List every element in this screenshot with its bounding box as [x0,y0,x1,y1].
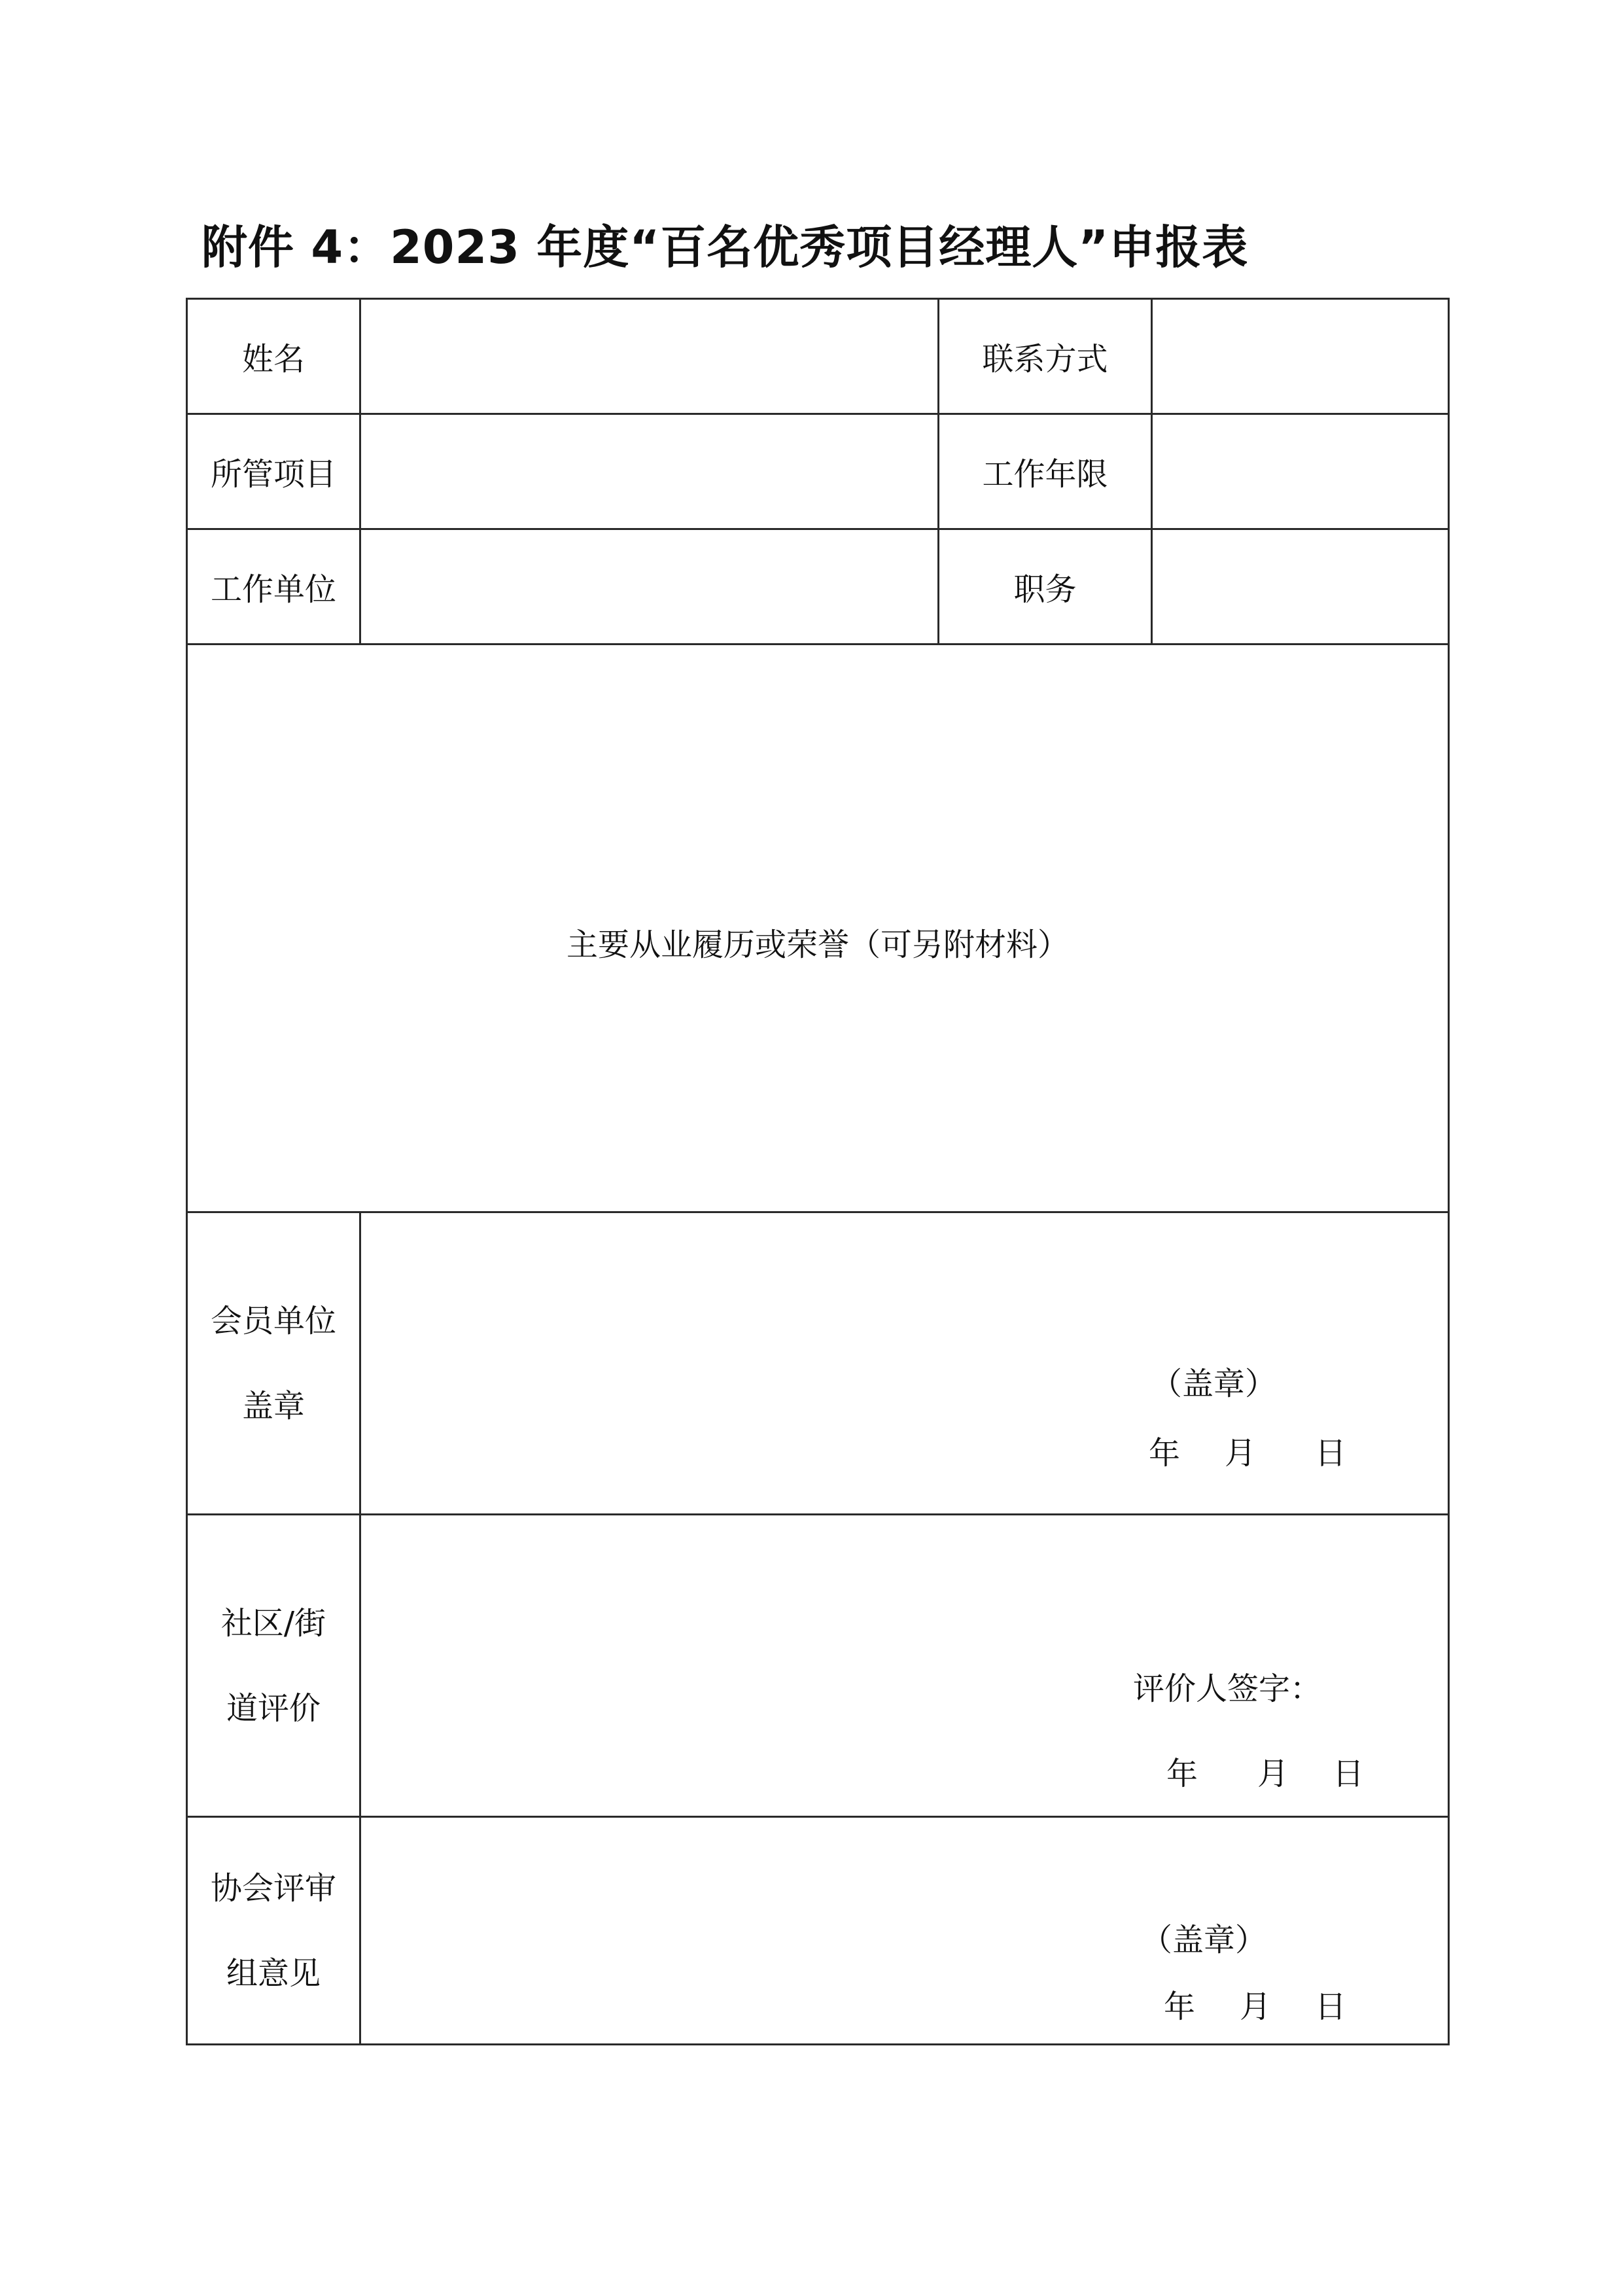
community-signer-label: 评价人签字： [1133,1670,1322,1707]
member-unit-year: 年 [1149,1435,1181,1472]
member-unit-field[interactable] [360,1212,1449,1515]
resume-field[interactable] [187,645,1449,1212]
name-label: 姓名 [187,299,360,414]
years-field[interactable] [1152,414,1449,529]
position-field[interactable] [1152,529,1449,645]
community-label-line2: 道评价 [226,1689,321,1727]
row-project-years [187,414,1449,529]
row-community [187,1515,1449,1817]
row-association [187,1817,1449,2045]
name-field[interactable] [360,299,939,414]
association-label-line2: 组意见 [226,1954,321,1992]
community-label-line1: 社区/街 [220,1604,326,1642]
association-field[interactable] [360,1817,1449,2045]
community-day: 日 [1333,1756,1365,1792]
community-month: 月 [1257,1756,1289,1792]
member-unit-month: 月 [1225,1435,1257,1472]
position-label: 职务 [939,529,1152,645]
row-name-contact [187,299,1449,414]
resume-heading: 主要从业履历或荣誉（可另附材料） [566,927,1069,963]
association-seal: （盖章） [1141,1922,1267,1958]
association-year: 年 [1164,1988,1196,2025]
project-field[interactable] [360,414,939,529]
row-member-unit [187,1212,1449,1515]
page-title: 附件 4：2023 年度“百名优秀项目经理人”申报表 [201,221,1249,274]
contact-label: 联系方式 [939,299,1152,414]
project-label: 所管项目 [187,414,360,529]
member-unit-seal: （盖章） [1151,1366,1277,1402]
association-label-line1: 协会评审 [210,1869,336,1907]
years-label: 工作年限 [939,414,1152,529]
member-unit-label-line1: 会员单位 [210,1302,336,1339]
member-unit-day: 日 [1315,1435,1347,1472]
employer-field[interactable] [360,529,939,645]
contact-field[interactable] [1152,299,1449,414]
association-month: 月 [1240,1988,1272,2025]
association-label [187,1817,360,2045]
community-field[interactable] [360,1515,1449,1817]
member-unit-label [187,1212,360,1515]
application-form-table [186,298,1450,2045]
community-label [187,1515,360,1817]
row-resume [187,645,1449,1212]
employer-label: 工作单位 [187,529,360,645]
row-employer-position [187,529,1449,645]
member-unit-label-line2: 盖章 [241,1387,305,1424]
association-day: 日 [1315,1988,1347,2025]
community-year: 年 [1166,1756,1198,1792]
